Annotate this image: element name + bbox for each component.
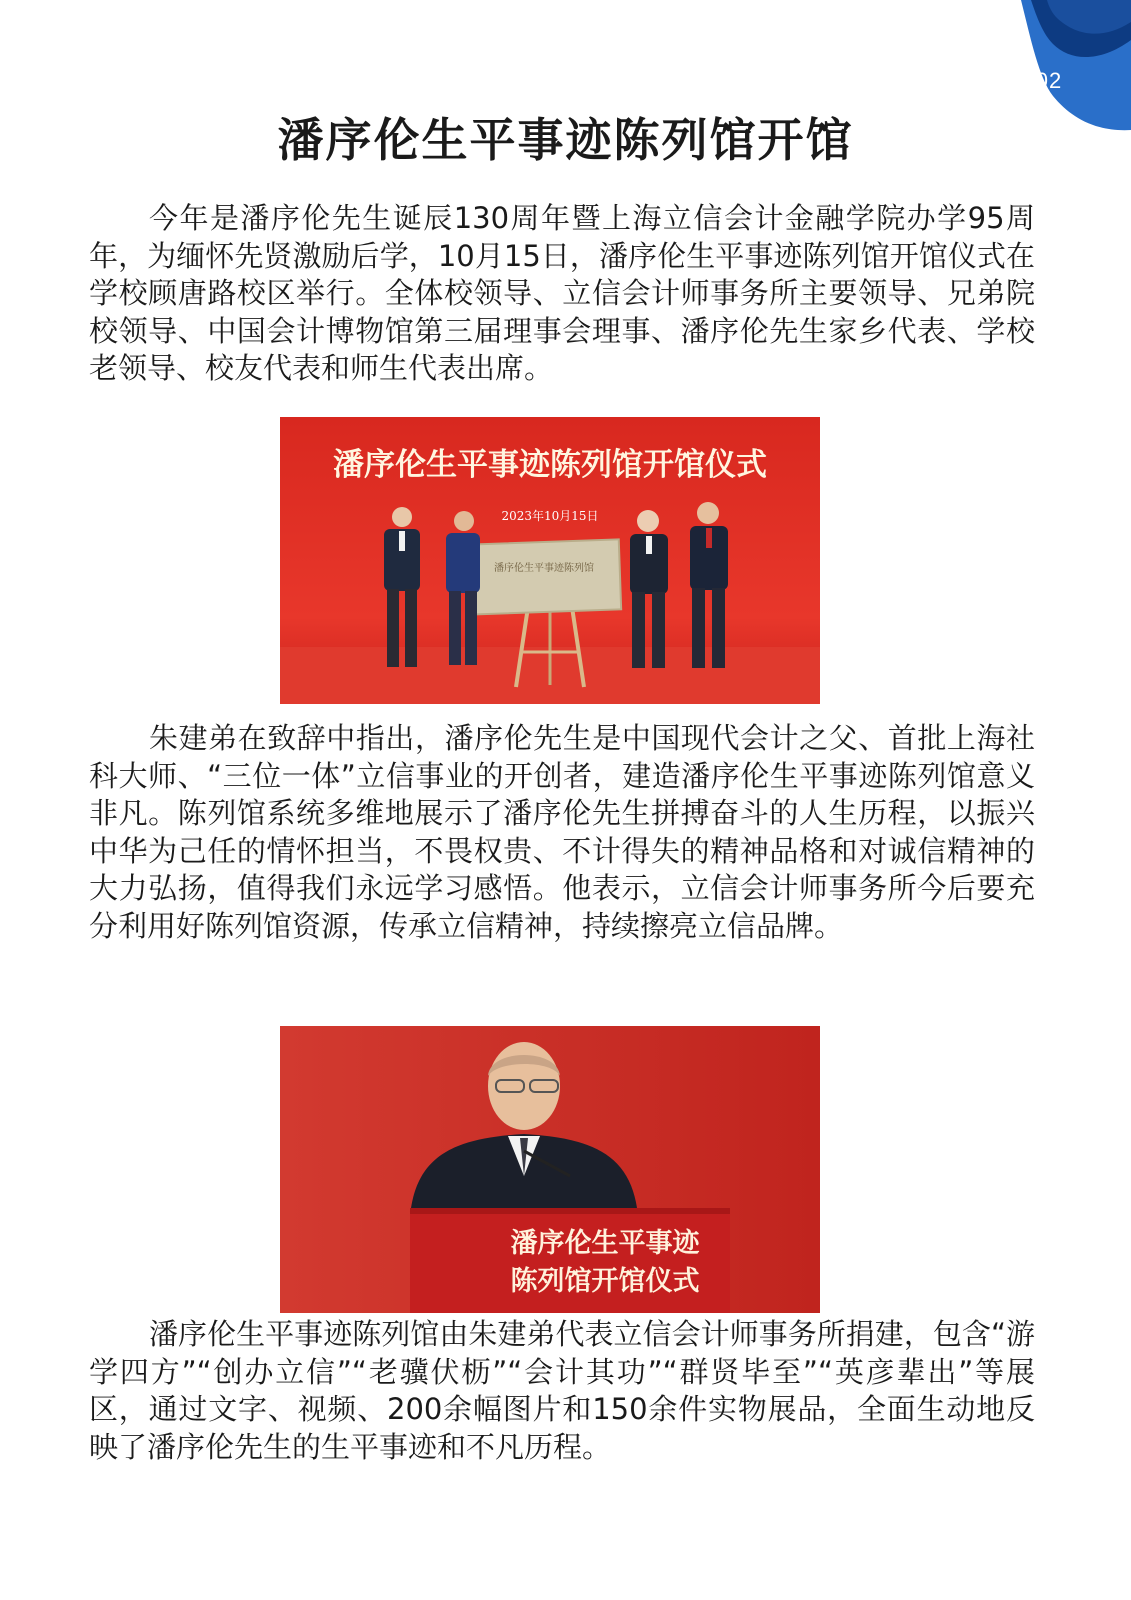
- page-title: 潘序伦生平事迹陈列馆开馆: [277, 113, 854, 167]
- ceremony-photo: [280, 417, 820, 704]
- paragraph-intro: 今年是潘序伦先生诞辰130周年暨上海立信会计金融学院办学95周年，为缅怀先贤激励后学，10月15日，潘序伦生平事迹陈列馆开馆仪式在学校顾唐路校区举行。全体校领导、立信会计师事务所主要领导、兄弟院校领导、中国会计博物馆第三届理事会理事、潘序伦先生家乡代表、学校老领导、校友代表和师生代表出席。: [89, 201, 1035, 385]
- podium-line-1: 潘序伦生平事迹: [510, 1228, 700, 1259]
- paragraph-exhibition: 潘序伦生平事迹陈列馆由朱建弟代表立信会计师事务所捐建，包含“游学四方”“创办立信”“老骥伏枥”“会计其功”“群贤毕至”“英彦辈出”等展区，通过文字、视频、200余幅图片和150余件实物展品，全面生动地反映了潘序伦先生的生平事迹和不凡历程。: [89, 1317, 1035, 1464]
- speaker-photo: [280, 1026, 820, 1313]
- paragraph-speech: 朱建弟在致辞中指出，潘序伦先生是中国现代会计之父、首批上海社科大师、“三位一体”立信事业的开创者，建造潘序伦生平事迹陈列馆意义非凡。陈列馆系统多维地展示了潘序伦先生拼搏奋斗的人生历程，以振兴中华为己任的情怀担当，不畏权贵、不计得失的精神品格和对诚信精神的大力弘扬，值得我们永远学习感悟。他表示，立信会计师事务所今后要充分利用好陈列馆资源，传承立信精神，持续擦亮立信品牌。: [89, 721, 1035, 943]
- page-number: 02: [1035, 68, 1063, 93]
- date-text: 2023年10月15日: [501, 509, 599, 523]
- plaque-text: 潘序伦生平事迹陈列馆: [494, 563, 594, 574]
- banner-text: 潘序伦生平事迹陈列馆开馆仪式: [333, 447, 767, 483]
- podium-line-2: 陈列馆开馆仪式: [510, 1266, 700, 1297]
